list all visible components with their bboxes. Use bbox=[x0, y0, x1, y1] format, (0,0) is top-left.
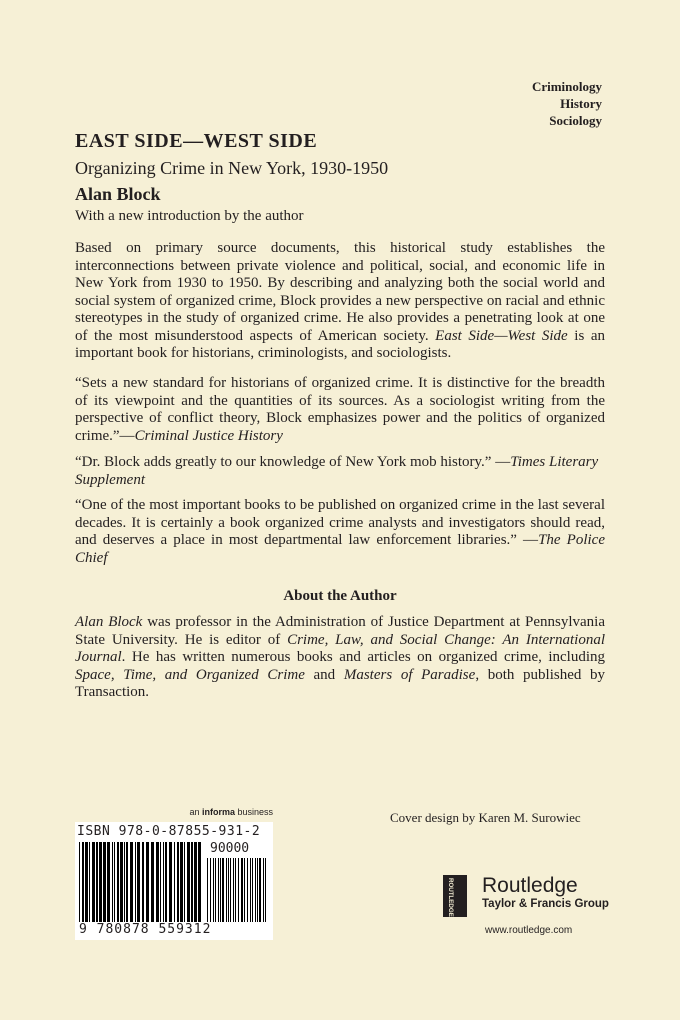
ean-barcode-bars bbox=[79, 842, 203, 922]
note-prefix: an bbox=[189, 807, 202, 817]
subject-history: History bbox=[560, 96, 602, 111]
publisher-name: Routledge bbox=[482, 874, 578, 897]
addon-barcode-bars bbox=[207, 858, 269, 922]
publisher-url[interactable]: www.routledge.com bbox=[485, 925, 573, 936]
bio-journal: Crime, Law, and Social Change: An International Journal bbox=[75, 631, 606, 665]
description-italic-title: East Side—West Side bbox=[435, 327, 568, 344]
review-source: Criminal Justice History bbox=[134, 427, 283, 444]
review-quote bbox=[75, 454, 605, 489]
review-source: Times Literary Supplement bbox=[75, 454, 599, 488]
note-suffix: business bbox=[234, 807, 273, 817]
informa-business-note bbox=[75, 807, 273, 817]
bio-text: and bbox=[304, 666, 344, 683]
isbn-number: ISBN 978-0-87855-931-2 bbox=[77, 824, 261, 839]
book-description bbox=[75, 240, 605, 363]
book-author: Alan Block bbox=[75, 184, 161, 204]
review-text: “Sets a new standard for historians of organized crime. It is distinctive for the breadth of its viewpoint and the quantities of its sources. As a sociologist writing from the perspective of conflict theory, Block emphasizes power and the politics of organized crime.”— bbox=[75, 375, 605, 444]
bio-text: . He has written numerous books and articles on organized crime, including bbox=[121, 649, 605, 665]
book-title: EAST SIDE—WEST SIDE bbox=[75, 130, 318, 152]
routledge-mark-text: ROUTLEDGE bbox=[447, 878, 454, 917]
review-quote bbox=[75, 497, 605, 567]
bio-book: Space, Time, and Organized Crime bbox=[75, 666, 305, 683]
description-body: Based on primary source documents, this historical study establishes the interconnections between private violence and political, social, and economic life in New York from 1930 to 1950. By describing and analyzing both the social world and social system of organized crime, Block provides a new perspective on racial and ethnic stereotypes in the study of organized crime. He also provides a penetrating look at one of the most misunderstood aspects of American society. bbox=[75, 240, 605, 344]
bio-author-name: Alan Block bbox=[75, 614, 143, 630]
routledge-logo-icon bbox=[443, 875, 467, 917]
subject-sociology: Sociology bbox=[549, 113, 602, 128]
review-text: “One of the most important books to be published on organized crime in the last several decades. It is certainly a book organized crime analysts and investigators should read, and deserves a place in most departmental law enforcement libraries.” — bbox=[75, 497, 605, 548]
price-code: 90000 bbox=[210, 841, 250, 856]
author-bio bbox=[75, 614, 605, 702]
cover-design-credit: Cover design by Karen M. Surowiec bbox=[390, 810, 581, 825]
bio-book: Masters of Paradise bbox=[343, 666, 476, 683]
bio-text: was professor in the Administration of Justice Department at Pennsylvania State University. He is editor of bbox=[75, 614, 605, 648]
review-quote bbox=[75, 375, 605, 445]
review-text: “Dr. Block adds greatly to our knowledge of New York mob history.” — bbox=[75, 454, 511, 470]
review-source: The Police Chief bbox=[75, 532, 605, 566]
description-tail: is an important book for historians, criminologists, and sociologists. bbox=[75, 327, 605, 361]
intro-note: With a new introduction by the author bbox=[75, 208, 304, 224]
publisher-tagline: Taylor & Francis Group bbox=[482, 898, 609, 910]
bio-text: , both published by Transaction. bbox=[75, 666, 606, 700]
ean-number: 9 780878 559312 bbox=[79, 922, 212, 937]
about-heading: About the Author bbox=[283, 588, 397, 604]
informa-brand: informa bbox=[201, 807, 235, 817]
book-subtitle: Organizing Crime in New York, 1930-1950 bbox=[75, 158, 389, 178]
subject-categories bbox=[532, 78, 602, 129]
isbn-barcode bbox=[75, 822, 273, 940]
subject-criminology: Criminology bbox=[531, 79, 602, 94]
